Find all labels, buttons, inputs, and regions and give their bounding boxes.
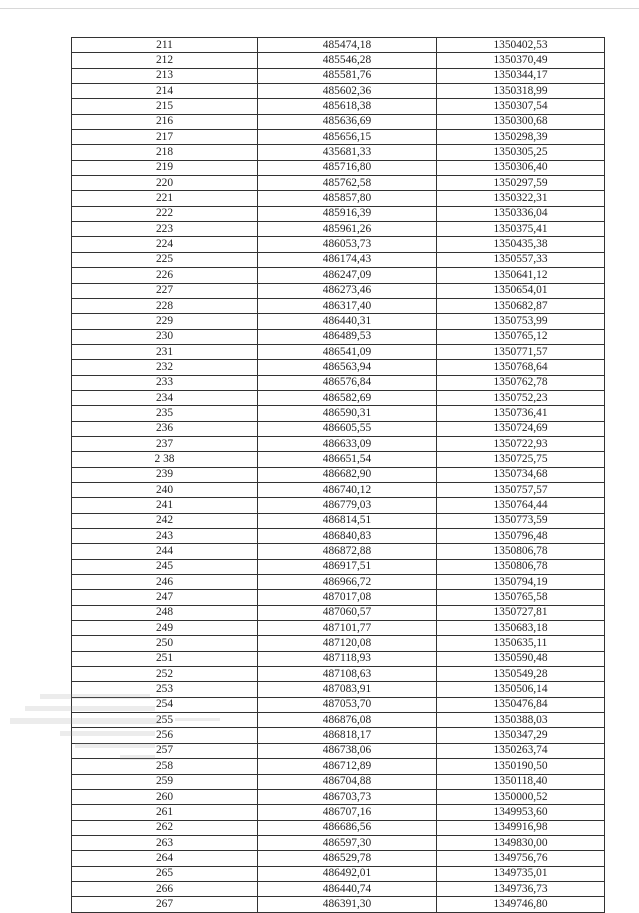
point-number-cell: 237 <box>72 436 258 451</box>
point-number-cell: 250 <box>72 636 258 651</box>
point-number-cell: 248 <box>72 605 258 620</box>
point-number-cell: 265 <box>72 866 258 881</box>
table-row <box>72 176 605 191</box>
x-coordinate-cell: 486779,03 <box>258 498 437 513</box>
point-number-cell: 214 <box>72 84 258 99</box>
x-coordinate-cell: 486492,01 <box>258 866 437 881</box>
point-number-cell: 264 <box>72 851 258 866</box>
x-coordinate-cell: 487120,08 <box>258 636 437 651</box>
y-coordinate-cell: 1350762,78 <box>437 375 605 390</box>
point-number-cell: 212 <box>72 53 258 68</box>
x-coordinate-cell: 485581,76 <box>258 68 437 83</box>
y-coordinate-cell: 1350318,99 <box>437 84 605 99</box>
table-row <box>72 84 605 99</box>
table-row <box>72 452 605 467</box>
table-row <box>72 590 605 605</box>
x-coordinate-cell: 486872,88 <box>258 544 437 559</box>
x-coordinate-cell: 486840,83 <box>258 529 437 544</box>
x-coordinate-cell: 486590,31 <box>258 406 437 421</box>
x-coordinate-cell: 485656,15 <box>258 130 437 145</box>
table-row <box>72 191 605 206</box>
y-coordinate-cell: 1349746,80 <box>437 897 605 912</box>
table-row <box>72 298 605 313</box>
y-coordinate-cell: 1350307,54 <box>437 99 605 114</box>
table-row <box>72 145 605 160</box>
x-coordinate-cell: 486740,12 <box>258 482 437 497</box>
y-coordinate-cell: 1350322,31 <box>437 191 605 206</box>
x-coordinate-cell: 486247,09 <box>258 268 437 283</box>
x-coordinate-cell: 486707,16 <box>258 805 437 820</box>
point-number-cell: 220 <box>72 176 258 191</box>
table-row <box>72 99 605 114</box>
point-number-cell: 2 38 <box>72 452 258 467</box>
x-coordinate-cell: 486489,53 <box>258 329 437 344</box>
table-row <box>72 390 605 405</box>
point-number-cell: 261 <box>72 805 258 820</box>
point-number-cell: 262 <box>72 820 258 835</box>
point-number-cell: 252 <box>72 667 258 682</box>
y-coordinate-cell: 1349736,73 <box>437 881 605 896</box>
top-divider <box>0 8 639 9</box>
point-number-cell: 254 <box>72 697 258 712</box>
x-coordinate-cell: 486053,73 <box>258 237 437 252</box>
coordinates-table-body <box>72 38 605 913</box>
x-coordinate-cell: 486529,78 <box>258 851 437 866</box>
y-coordinate-cell: 1350388,03 <box>437 713 605 728</box>
y-coordinate-cell: 1349830,00 <box>437 835 605 850</box>
y-coordinate-cell: 1350682,87 <box>437 298 605 313</box>
y-coordinate-cell: 1350402,53 <box>437 38 605 53</box>
point-number-cell: 266 <box>72 881 258 896</box>
table-row <box>72 682 605 697</box>
y-coordinate-cell: 1350590,48 <box>437 651 605 666</box>
x-coordinate-cell: 435681,33 <box>258 145 437 160</box>
point-number-cell: 260 <box>72 789 258 804</box>
y-coordinate-cell: 1350683,18 <box>437 621 605 636</box>
x-coordinate-cell: 486712,89 <box>258 759 437 774</box>
y-coordinate-cell: 1350765,58 <box>437 590 605 605</box>
point-number-cell: 221 <box>72 191 258 206</box>
point-number-cell: 243 <box>72 529 258 544</box>
x-coordinate-cell: 486704,88 <box>258 774 437 789</box>
table-row <box>72 881 605 896</box>
y-coordinate-cell: 1350771,57 <box>437 344 605 359</box>
y-coordinate-cell: 1350300,68 <box>437 114 605 129</box>
x-coordinate-cell: 486391,30 <box>258 897 437 912</box>
x-coordinate-cell: 486174,43 <box>258 252 437 267</box>
x-coordinate-cell: 487108,63 <box>258 667 437 682</box>
table-row <box>72 38 605 53</box>
y-coordinate-cell: 1350796,48 <box>437 529 605 544</box>
y-coordinate-cell: 1350305,25 <box>437 145 605 160</box>
table-row <box>72 559 605 574</box>
point-number-cell: 240 <box>72 482 258 497</box>
y-coordinate-cell: 1350336,04 <box>437 206 605 221</box>
y-coordinate-cell: 1350549,28 <box>437 667 605 682</box>
x-coordinate-cell: 486966,72 <box>258 575 437 590</box>
y-coordinate-cell: 1350190,50 <box>437 759 605 774</box>
y-coordinate-cell: 1350806,78 <box>437 559 605 574</box>
x-coordinate-cell: 485762,58 <box>258 176 437 191</box>
y-coordinate-cell: 1350752,23 <box>437 390 605 405</box>
y-coordinate-cell: 1350000,52 <box>437 789 605 804</box>
table-row <box>72 329 605 344</box>
point-number-cell: 253 <box>72 682 258 697</box>
x-coordinate-cell: 486917,51 <box>258 559 437 574</box>
y-coordinate-cell: 1350773,59 <box>437 513 605 528</box>
x-coordinate-cell: 486738,06 <box>258 743 437 758</box>
x-coordinate-cell: 486317,40 <box>258 298 437 313</box>
point-number-cell: 232 <box>72 360 258 375</box>
table-row <box>72 237 605 252</box>
y-coordinate-cell: 1350344,17 <box>437 68 605 83</box>
table-row <box>72 360 605 375</box>
point-number-cell: 218 <box>72 145 258 160</box>
point-number-cell: 233 <box>72 375 258 390</box>
table-row <box>72 436 605 451</box>
y-coordinate-cell: 1350118,40 <box>437 774 605 789</box>
point-number-cell: 230 <box>72 329 258 344</box>
y-coordinate-cell: 1349953,60 <box>437 805 605 820</box>
x-coordinate-cell: 485716,80 <box>258 160 437 175</box>
y-coordinate-cell: 1350557,33 <box>437 252 605 267</box>
x-coordinate-cell: 486440,74 <box>258 881 437 896</box>
y-coordinate-cell: 1350306,40 <box>437 160 605 175</box>
point-number-cell: 234 <box>72 390 258 405</box>
point-number-cell: 239 <box>72 467 258 482</box>
y-coordinate-cell: 1350635,11 <box>437 636 605 651</box>
y-coordinate-cell: 1350297,59 <box>437 176 605 191</box>
point-number-cell: 247 <box>72 590 258 605</box>
y-coordinate-cell: 1350757,57 <box>437 482 605 497</box>
y-coordinate-cell: 1349756,76 <box>437 851 605 866</box>
y-coordinate-cell: 1350654,01 <box>437 283 605 298</box>
table-row <box>72 835 605 850</box>
x-coordinate-cell: 487118,93 <box>258 651 437 666</box>
y-coordinate-cell: 1350476,84 <box>437 697 605 712</box>
point-number-cell: 267 <box>72 897 258 912</box>
x-coordinate-cell: 486703,73 <box>258 789 437 804</box>
table-row <box>72 252 605 267</box>
point-number-cell: 216 <box>72 114 258 129</box>
point-number-cell: 263 <box>72 835 258 850</box>
table-row <box>72 53 605 68</box>
table-row <box>72 866 605 881</box>
point-number-cell: 227 <box>72 283 258 298</box>
y-coordinate-cell: 1349735,01 <box>437 866 605 881</box>
x-coordinate-cell: 486541,09 <box>258 344 437 359</box>
point-number-cell: 226 <box>72 268 258 283</box>
point-number-cell: 245 <box>72 559 258 574</box>
x-coordinate-cell: 485602,36 <box>258 84 437 99</box>
point-number-cell: 259 <box>72 774 258 789</box>
point-number-cell: 231 <box>72 344 258 359</box>
point-number-cell: 256 <box>72 728 258 743</box>
y-coordinate-cell: 1350506,14 <box>437 682 605 697</box>
table-row <box>72 529 605 544</box>
table-row <box>72 728 605 743</box>
table-row <box>72 114 605 129</box>
table-row <box>72 544 605 559</box>
table-row <box>72 621 605 636</box>
point-number-cell: 225 <box>72 252 258 267</box>
point-number-cell: 213 <box>72 68 258 83</box>
table-row <box>72 206 605 221</box>
x-coordinate-cell: 486273,46 <box>258 283 437 298</box>
x-coordinate-cell: 486633,09 <box>258 436 437 451</box>
x-coordinate-cell: 486440,31 <box>258 314 437 329</box>
point-number-cell: 224 <box>72 237 258 252</box>
table-row <box>72 851 605 866</box>
y-coordinate-cell: 1350734,68 <box>437 467 605 482</box>
table-row <box>72 789 605 804</box>
y-coordinate-cell: 1350765,12 <box>437 329 605 344</box>
point-number-cell: 222 <box>72 206 258 221</box>
point-number-cell: 228 <box>72 298 258 313</box>
table-row <box>72 406 605 421</box>
table-row <box>72 743 605 758</box>
table-row <box>72 820 605 835</box>
y-coordinate-cell: 1350722,93 <box>437 436 605 451</box>
table-row <box>72 482 605 497</box>
y-coordinate-cell: 1350727,81 <box>437 605 605 620</box>
table-row <box>72 160 605 175</box>
x-coordinate-cell: 486651,54 <box>258 452 437 467</box>
x-coordinate-cell: 487083,91 <box>258 682 437 697</box>
x-coordinate-cell: 486814,51 <box>258 513 437 528</box>
x-coordinate-cell: 487101,77 <box>258 621 437 636</box>
x-coordinate-cell: 486582,69 <box>258 390 437 405</box>
y-coordinate-cell: 1350753,99 <box>437 314 605 329</box>
table-row <box>72 268 605 283</box>
table-row <box>72 467 605 482</box>
x-coordinate-cell: 487017,08 <box>258 590 437 605</box>
y-coordinate-cell: 1350641,12 <box>437 268 605 283</box>
table-row <box>72 314 605 329</box>
x-coordinate-cell: 486605,55 <box>258 421 437 436</box>
point-number-cell: 229 <box>72 314 258 329</box>
table-row <box>72 344 605 359</box>
point-number-cell: 236 <box>72 421 258 436</box>
x-coordinate-cell: 485961,26 <box>258 222 437 237</box>
table-row <box>72 713 605 728</box>
table-row <box>72 68 605 83</box>
y-coordinate-cell: 1350736,41 <box>437 406 605 421</box>
y-coordinate-cell: 1350806,78 <box>437 544 605 559</box>
y-coordinate-cell: 1350435,38 <box>437 237 605 252</box>
x-coordinate-cell: 486682,90 <box>258 467 437 482</box>
x-coordinate-cell: 487053,70 <box>258 697 437 712</box>
x-coordinate-cell: 485636,69 <box>258 114 437 129</box>
x-coordinate-cell: 485618,38 <box>258 99 437 114</box>
x-coordinate-cell: 485474,18 <box>258 38 437 53</box>
table-row <box>72 575 605 590</box>
y-coordinate-cell: 1350347,29 <box>437 728 605 743</box>
y-coordinate-cell: 1350375,41 <box>437 222 605 237</box>
x-coordinate-cell: 486818,17 <box>258 728 437 743</box>
table-row <box>72 222 605 237</box>
y-coordinate-cell: 1350298,39 <box>437 130 605 145</box>
x-coordinate-cell: 485916,39 <box>258 206 437 221</box>
y-coordinate-cell: 1350768,64 <box>437 360 605 375</box>
y-coordinate-cell: 1350724,69 <box>437 421 605 436</box>
table-row <box>72 130 605 145</box>
x-coordinate-cell: 486597,30 <box>258 835 437 850</box>
point-number-cell: 215 <box>72 99 258 114</box>
y-coordinate-cell: 1350370,49 <box>437 53 605 68</box>
point-number-cell: 242 <box>72 513 258 528</box>
x-coordinate-cell: 486876,08 <box>258 713 437 728</box>
x-coordinate-cell: 486686,56 <box>258 820 437 835</box>
y-coordinate-cell: 1350725,75 <box>437 452 605 467</box>
point-number-cell: 211 <box>72 38 258 53</box>
table-row <box>72 636 605 651</box>
point-number-cell: 249 <box>72 621 258 636</box>
point-number-cell: 246 <box>72 575 258 590</box>
table-row <box>72 513 605 528</box>
table-row <box>72 805 605 820</box>
point-number-cell: 223 <box>72 222 258 237</box>
x-coordinate-cell: 485546,28 <box>258 53 437 68</box>
point-number-cell: 257 <box>72 743 258 758</box>
point-number-cell: 244 <box>72 544 258 559</box>
table-row <box>72 498 605 513</box>
point-number-cell: 241 <box>72 498 258 513</box>
table-row <box>72 774 605 789</box>
table-row <box>72 651 605 666</box>
y-coordinate-cell: 1350263,74 <box>437 743 605 758</box>
x-coordinate-cell: 487060,57 <box>258 605 437 620</box>
x-coordinate-cell: 486576,84 <box>258 375 437 390</box>
point-number-cell: 219 <box>72 160 258 175</box>
table-row <box>72 667 605 682</box>
table-row <box>72 283 605 298</box>
coordinates-table <box>71 37 605 913</box>
table-row <box>72 897 605 912</box>
point-number-cell: 217 <box>72 130 258 145</box>
y-coordinate-cell: 1350764,44 <box>437 498 605 513</box>
y-coordinate-cell: 1349916,98 <box>437 820 605 835</box>
y-coordinate-cell: 1350794,19 <box>437 575 605 590</box>
x-coordinate-cell: 485857,80 <box>258 191 437 206</box>
point-number-cell: 235 <box>72 406 258 421</box>
table-row <box>72 605 605 620</box>
table-row <box>72 697 605 712</box>
table-row <box>72 421 605 436</box>
point-number-cell: 251 <box>72 651 258 666</box>
table-row <box>72 759 605 774</box>
x-coordinate-cell: 486563,94 <box>258 360 437 375</box>
table-row <box>72 375 605 390</box>
point-number-cell: 258 <box>72 759 258 774</box>
point-number-cell: 255 <box>72 713 258 728</box>
